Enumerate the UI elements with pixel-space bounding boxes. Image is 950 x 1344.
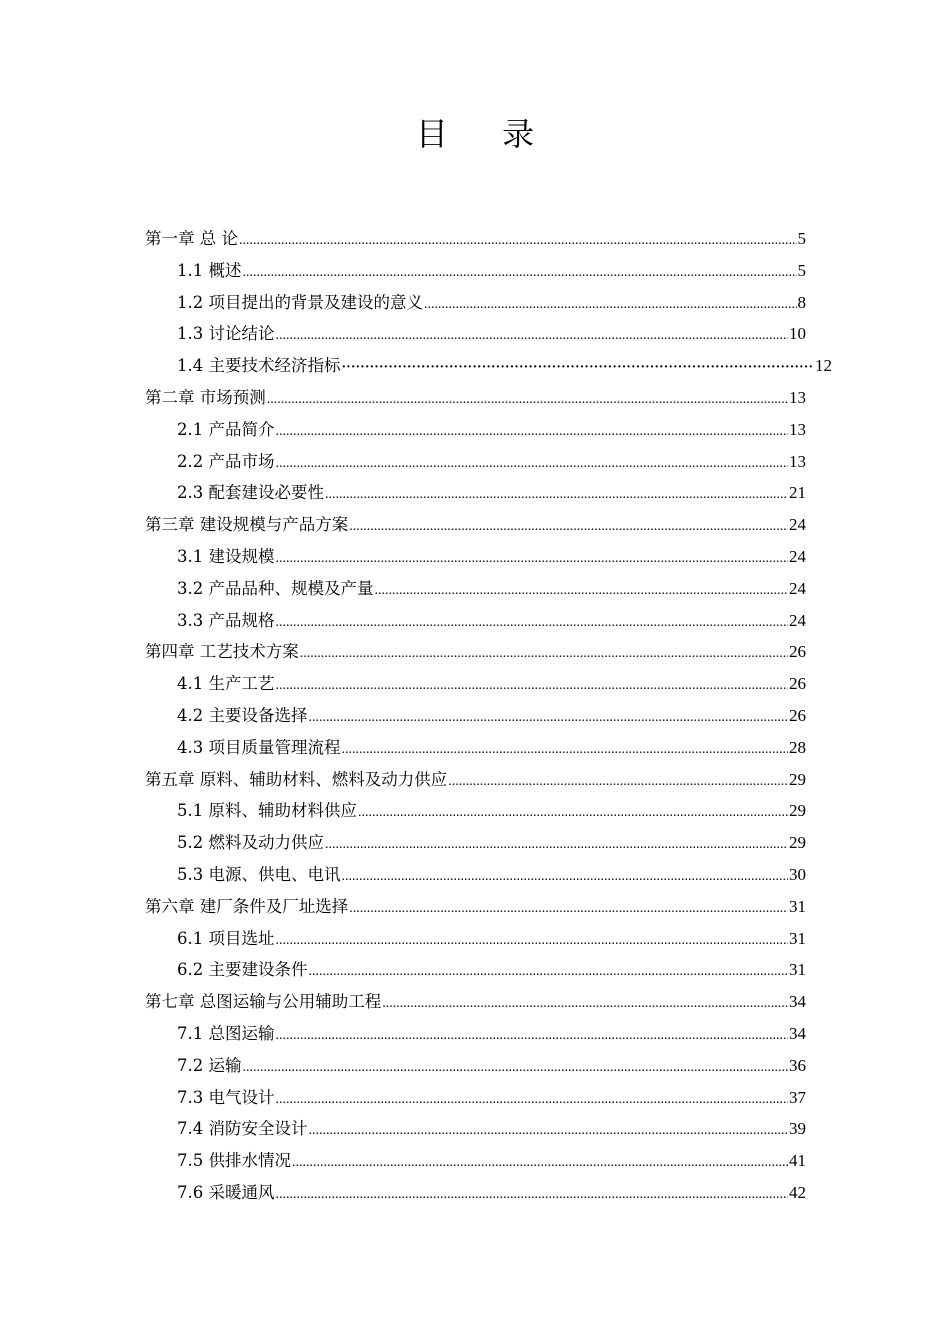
toc-section-entry[interactable] xyxy=(145,1050,806,1082)
toc-chapter-entry[interactable] xyxy=(145,223,806,255)
toc-entry-page-number: 24 xyxy=(789,546,806,566)
toc-dot-leader xyxy=(292,1147,788,1177)
toc-dot-leader xyxy=(243,1052,789,1082)
toc-entry-label: 2.3 配套建设必要性 xyxy=(177,483,324,503)
toc-dot-leader xyxy=(276,1020,789,1050)
toc-entry-label: 6.1 项目选址 xyxy=(177,928,275,948)
toc-entry-page-number: 13 xyxy=(789,387,806,407)
toc-entry-label: 6.2 主要建设条件 xyxy=(177,960,308,980)
toc-entry-label: 1.3 讨论结论 xyxy=(177,324,275,344)
toc-dot-leader xyxy=(276,1179,789,1209)
toc-entry-label: 3.1 建设规模 xyxy=(177,546,275,566)
toc-entry-label: 第七章 总图运输与公用辅助工程 xyxy=(145,992,382,1012)
toc-entry-label: 第六章 建厂条件及厂址选择 xyxy=(145,896,349,916)
toc-dot-leader xyxy=(276,1084,789,1114)
toc-dot-leader xyxy=(325,479,788,509)
toc-section-entry[interactable] xyxy=(145,573,806,605)
toc-dot-leader xyxy=(424,289,797,319)
toc-entry-label: 第三章 建设规模与产品方案 xyxy=(145,515,349,535)
toc-entry-label: 7.1 总图运输 xyxy=(177,1023,275,1043)
toc-entry-label: 7.3 电气设计 xyxy=(177,1087,275,1107)
toc-section-entry[interactable] xyxy=(145,1113,806,1145)
toc-entry-page-number: 42 xyxy=(789,1182,806,1202)
toc-entry-label: 1.4 主要技术经济指标 xyxy=(177,356,341,376)
toc-section-entry[interactable] xyxy=(145,827,806,859)
toc-entry-label: 7.6 采暖通风 xyxy=(177,1182,275,1202)
toc-entry-label: 4.3 项目质量管理流程 xyxy=(177,737,341,757)
toc-dot-leader xyxy=(267,384,788,414)
toc-entry-page-number: 36 xyxy=(789,1055,806,1075)
toc-section-entry[interactable] xyxy=(145,732,806,764)
toc-entry-page-number: 29 xyxy=(789,769,806,789)
toc-entry-label: 7.2 运输 xyxy=(177,1055,242,1075)
toc-entry-page-number: 34 xyxy=(789,1023,806,1043)
toc-entry-page-number: 13 xyxy=(789,419,806,439)
toc-section-entry[interactable] xyxy=(145,318,806,350)
toc-entry-page-number: 29 xyxy=(789,833,806,853)
toc-entry-label: 7.4 消防安全设计 xyxy=(177,1119,308,1139)
toc-dot-leader xyxy=(300,638,788,668)
toc-dot-leader xyxy=(239,225,797,255)
toc-entry-page-number: 28 xyxy=(789,737,806,757)
toc-entry-page-number: 31 xyxy=(789,960,806,980)
toc-dot-leader xyxy=(349,511,788,541)
toc-chapter-entry[interactable] xyxy=(145,509,806,541)
toc-dot-leader xyxy=(309,1115,789,1145)
toc-chapter-entry[interactable] xyxy=(145,382,806,414)
toc-section-entry[interactable] xyxy=(145,954,806,986)
toc-entry-label: 第四章 工艺技术方案 xyxy=(145,642,299,662)
toc-entry-page-number: 5 xyxy=(797,260,806,280)
toc-entry-page-number: 31 xyxy=(789,928,806,948)
toc-dot-leader xyxy=(349,893,788,923)
toc-section-entry[interactable] xyxy=(145,700,806,732)
toc-entry-label: 5.2 燃料及动力供应 xyxy=(177,833,324,853)
toc-chapter-entry[interactable] xyxy=(145,986,806,1018)
toc-dot-leader xyxy=(325,829,788,859)
toc-dot-leader xyxy=(342,734,789,764)
toc-dot-leader xyxy=(276,925,789,955)
toc-dot-leader xyxy=(276,607,789,637)
toc-entry-label: 3.2 产品品种、规模及产量 xyxy=(177,578,374,598)
toc-dot-leader xyxy=(309,956,789,986)
toc-entry-page-number: 24 xyxy=(789,578,806,598)
toc-entry-label: 4.1 生产工艺 xyxy=(177,674,275,694)
toc-entry-page-number: 30 xyxy=(789,864,806,884)
toc-entry-page-number: 34 xyxy=(789,992,806,1012)
toc-section-entry[interactable] xyxy=(145,605,806,637)
toc-section-entry[interactable] xyxy=(145,1145,806,1177)
page-title: 目 录 xyxy=(415,115,557,153)
toc-entry-page-number: 10 xyxy=(789,324,806,344)
toc-dot-leader xyxy=(276,543,789,573)
toc-section-entry[interactable] xyxy=(145,1018,806,1050)
toc-entry-label: 3.3 产品规格 xyxy=(177,610,275,630)
toc-dot-leader xyxy=(342,352,815,382)
toc-dot-leader xyxy=(448,766,788,796)
toc-section-entry[interactable] xyxy=(145,541,806,573)
toc-chapter-entry[interactable] xyxy=(145,891,806,923)
toc-dot-leader xyxy=(243,257,797,287)
toc-entry-page-number: 24 xyxy=(789,610,806,630)
toc-entry-page-number: 12 xyxy=(815,356,832,376)
toc-entry-page-number: 29 xyxy=(789,801,806,821)
toc-entry-page-number: 13 xyxy=(789,451,806,471)
toc-entry-page-number: 41 xyxy=(789,1151,806,1171)
toc-entry-label: 第二章 市场预测 xyxy=(145,387,266,407)
toc-entry-page-number: 31 xyxy=(789,896,806,916)
toc-entry-page-number: 8 xyxy=(797,292,806,312)
toc-entry-label: 2.1 产品简介 xyxy=(177,419,275,439)
toc-entry-page-number: 26 xyxy=(789,705,806,725)
toc-section-entry[interactable] xyxy=(145,255,806,287)
toc-entry-label: 7.5 供排水情况 xyxy=(177,1151,291,1171)
toc-dot-leader xyxy=(276,448,789,478)
toc-entry-label: 1.2 项目提出的背景及建设的意义 xyxy=(177,292,423,312)
toc-entry-label: 5.3 电源、供电、电讯 xyxy=(177,864,341,884)
toc-section-entry[interactable] xyxy=(145,446,806,478)
toc-entry-page-number: 39 xyxy=(789,1119,806,1139)
toc-entry-label: 2.2 产品市场 xyxy=(177,451,275,471)
toc-entry-page-number: 37 xyxy=(789,1087,806,1107)
toc-dot-leader xyxy=(276,320,789,350)
toc-section-entry[interactable] xyxy=(145,859,806,891)
toc-dot-leader xyxy=(358,797,788,827)
toc-section-entry[interactable] xyxy=(145,414,806,446)
toc-section-entry[interactable] xyxy=(145,1082,806,1114)
toc-section-entry[interactable] xyxy=(145,795,806,827)
toc-chapter-entry[interactable] xyxy=(145,764,806,796)
toc-section-entry[interactable] xyxy=(145,477,806,509)
toc-dot-leader xyxy=(309,702,789,732)
toc-entry-page-number: 24 xyxy=(789,515,806,535)
toc-dot-leader xyxy=(276,416,789,446)
toc-entry-label: 1.1 概述 xyxy=(177,260,242,280)
toc-entry-page-number: 5 xyxy=(797,229,806,248)
toc-entry-label: 5.1 原料、辅助材料供应 xyxy=(177,801,357,821)
toc-entry-label: 第一章 总 论 xyxy=(145,229,238,248)
toc-dot-leader xyxy=(276,670,789,700)
toc-section-entry[interactable] xyxy=(145,350,832,382)
toc-dot-leader xyxy=(382,988,788,1018)
toc-entry-label: 4.2 主要设备选择 xyxy=(177,705,308,725)
toc-section-entry[interactable] xyxy=(145,923,806,955)
toc-chapter-entry[interactable] xyxy=(145,636,806,668)
table-of-contents xyxy=(145,223,832,1209)
toc-entry-page-number: 26 xyxy=(789,674,806,694)
toc-entry-page-number: 26 xyxy=(789,642,806,662)
toc-entry-label: 第五章 原料、辅助材料、燃料及动力供应 xyxy=(145,769,448,789)
toc-dot-leader xyxy=(342,861,789,891)
toc-section-entry[interactable] xyxy=(145,1177,806,1209)
toc-section-entry[interactable] xyxy=(145,287,806,319)
toc-entry-page-number: 21 xyxy=(789,483,806,503)
toc-section-entry[interactable] xyxy=(145,668,806,700)
toc-dot-leader xyxy=(375,575,789,605)
